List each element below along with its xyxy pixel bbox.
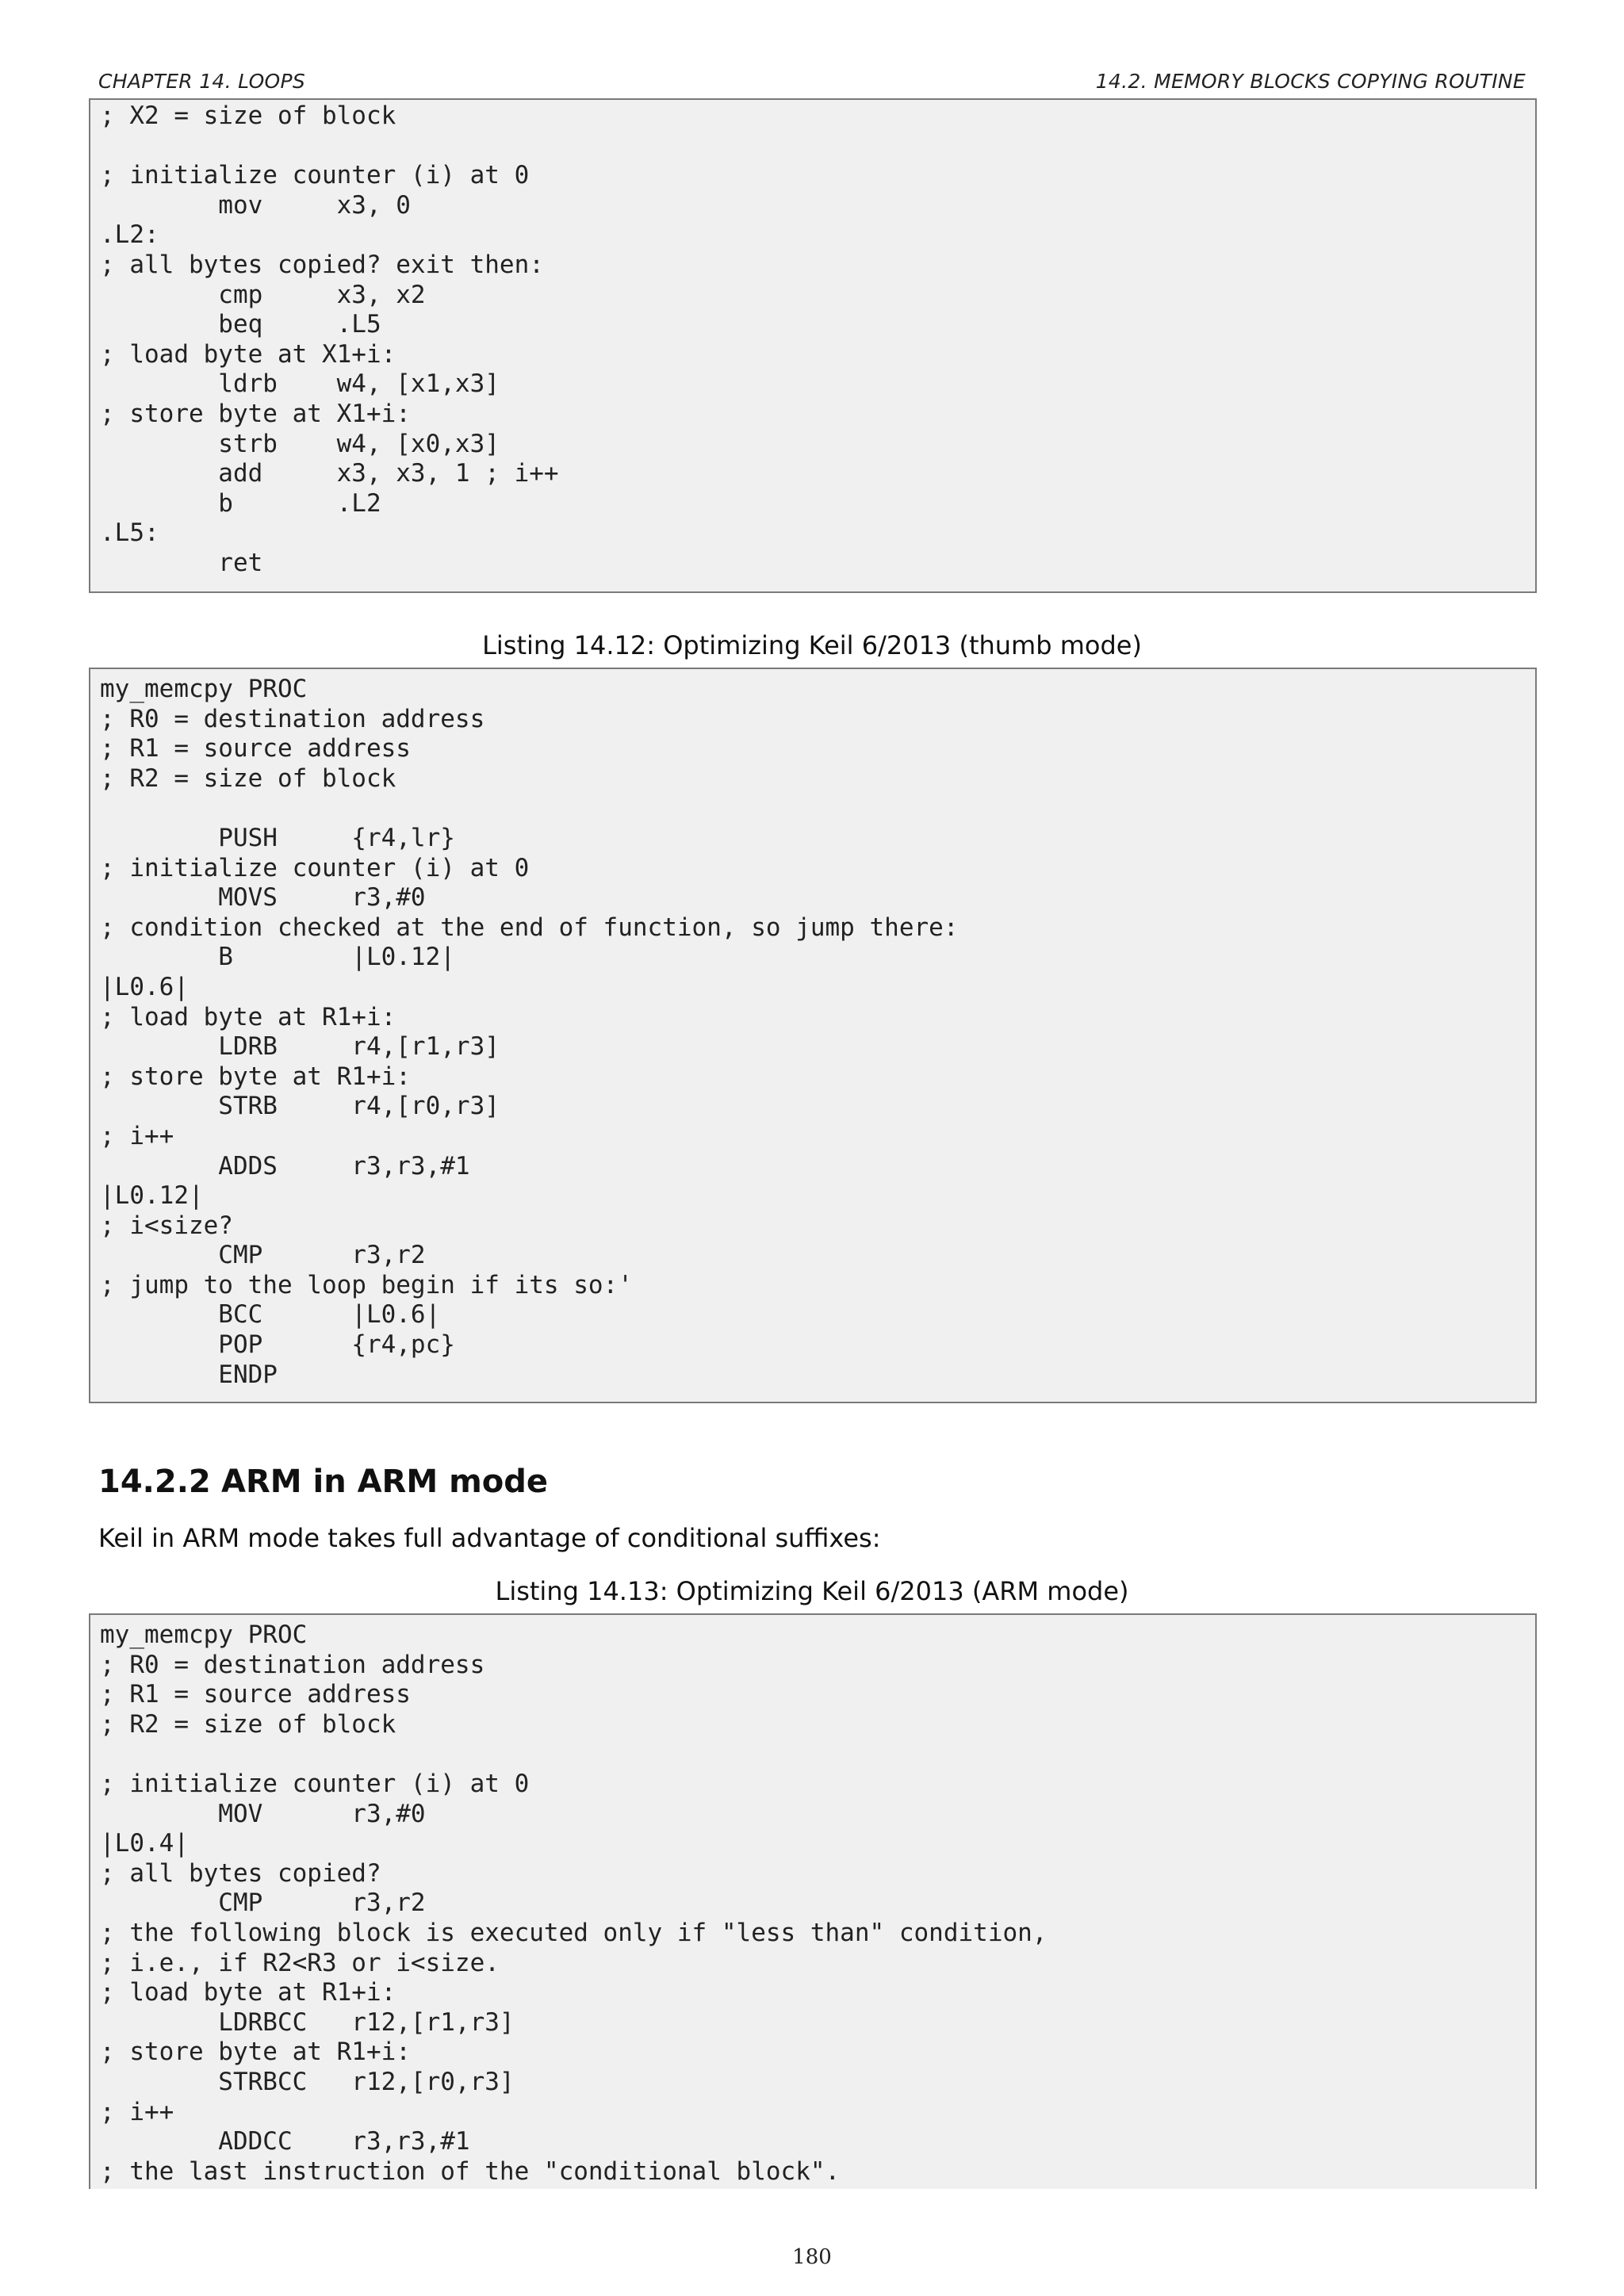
body-paragraph: Keil in ARM mode takes full advantage of conditional suffixes: (98, 1523, 881, 1553)
section-heading (98, 1464, 548, 1500)
page-header (98, 68, 1526, 100)
code-listing-14-13 (89, 1613, 1537, 2189)
listing-14-12-caption: Listing 14.12: Optimizing Keil 6/2013 (thumb mode) (482, 630, 1142, 660)
code-listing-top-text: ; X2 = size of block ; initialize counter (i) at 0 mov x3, 0 .L2: ; all bytes copied? exit then: cmp x3, x2 beq .L5 ; load byte at X1+i: ldrb w4, [x1,x3] ; store byte at X1+i: strb w4, [x0,x3] add x3, x3, 1 ; i++ b .L2 .L5: ret (100, 101, 559, 577)
section-number: 14.2.2 (98, 1464, 211, 1500)
section-running-title: 14.2. MEMORY BLOCKS COPYING ROUTINE (1095, 70, 1526, 93)
code-listing-top (89, 98, 1537, 593)
section-title-text: ARM in ARM mode (221, 1464, 549, 1500)
code-listing-14-12 (89, 668, 1537, 1403)
page-number: 180 (792, 2245, 832, 2269)
chapter-title: CHAPTER 14. LOOPS (98, 70, 306, 93)
code-listing-14-13-text: my_memcpy PROC ; R0 = destination address ; R1 = source address ; R2 = size of block ; initialize counter (i) at 0 MOV r3,#0 |L0.4| ; all bytes copied? CMP r3,r2 ; the following block is executed only if "less than" condition, ; i.e., if R2<R3 or i<size. ; load byte at R1+i: LDRBCC r12,[r1,r3] ; store byte at R1+i: STRBCC r12,[r0,r3] ; i++ ADDCC r3,r3,#1 ; the last instruction of the "conditional block". (100, 1621, 1048, 2186)
listing-14-13-caption: Listing 14.13: Optimizing Keil 6/2013 (ARM mode) (495, 1576, 1129, 1606)
code-listing-14-12-text: my_memcpy PROC ; R0 = destination address ; R1 = source address ; R2 = size of block PUSH {r4,lr} ; initialize counter (i) at 0 MOVS r3,#0 ; condition checked at the end of function, so jump there: B |L0.12| |L0.6| ; load byte at R1+i: LDRB r4,[r1,r3] ; store byte at R1+i: STRB r4,[r0,r3] ; i++ ADDS r3,r3,#1 |L0.12| ; i<size? CMP r3,r2 ; jump to the loop begin if its so:' BCC |L0.6| POP {r4,pc} ENDP (100, 675, 959, 1389)
